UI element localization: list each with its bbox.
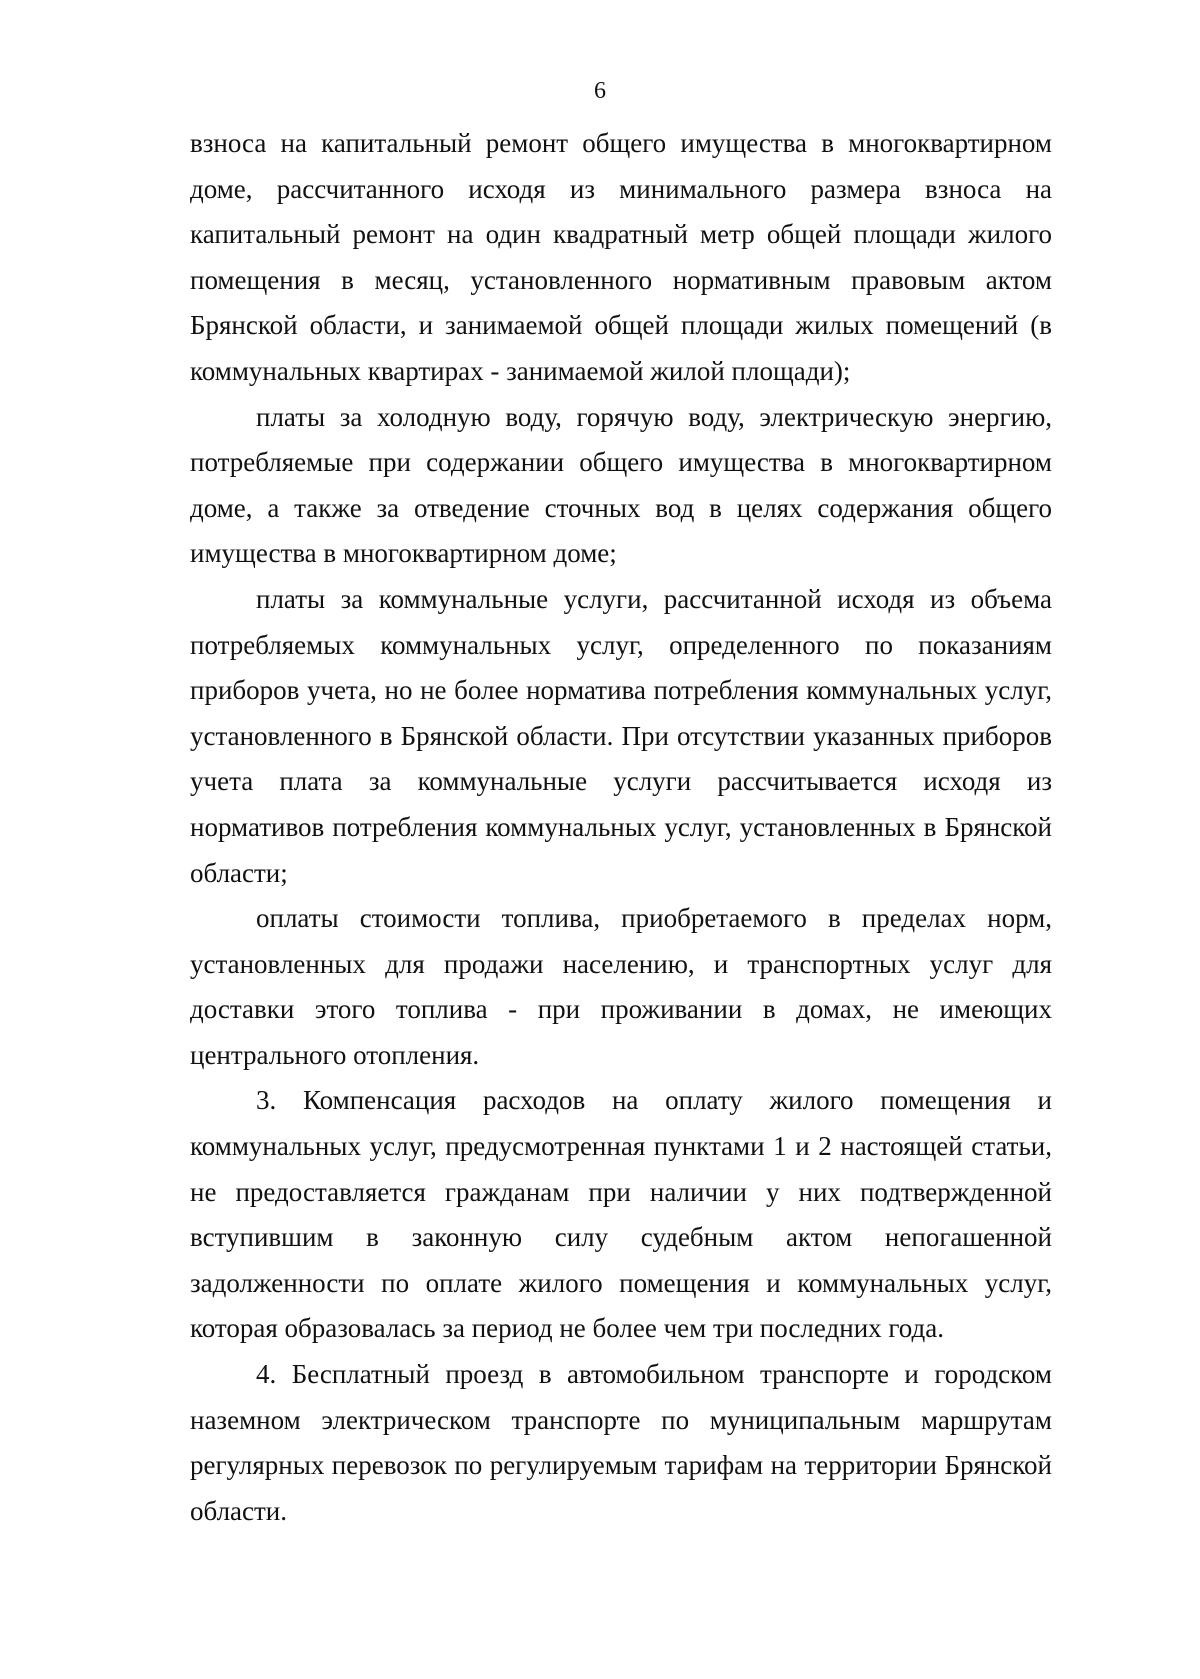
paragraph-item-3-compensation: 3. Компенсация расходов на оплату жилого помещения и коммунальных услуг, предусмотренная пунктами 1 и 2 настоящей статьи, не предоставляется гражданам при наличии у них подтвержденной вступившим в законную силу судебным актом непогашенной задолженности по оплате жилого помещения и коммунальных услуг, которая образовалась за период не более чем три последних года. — [190, 1085, 1052, 1344]
paragraph-item-4-free-travel: 4. Бесплатный проезд в автомобильном транспорте и городском наземном электрическом транспорте по муниципальным маршрутам регулярных перевозок по регулируемым тарифам на территории Брянской области. — [190, 1359, 1052, 1526]
page-number: 6 — [594, 78, 606, 104]
document-body — [190, 121, 1052, 1534]
paragraph-common-property-utilities: платы за холодную воду, горячую воду, электрическую энергию, потребляемые при содержании общего имущества в многоквартирном доме, а также за отведение сточных вод в целях содержания общего имущества в многоквартирном доме; — [190, 401, 1052, 569]
paragraph-capital-repair-contribution: взноса на капитальный ремонт общего имущества в многоквартирном доме, рассчитанного исходя из минимального размера взноса на капитальный ремонт на один квадратный метр общей площади жилого помещения в месяц, установленного нормативным правовым актом Брянской области, и занимаемой общей площади жилых помещений (в коммунальных квартирах - занимаемой жилой площади); — [190, 128, 1052, 386]
paragraph-fuel-payment: оплаты стоимости топлива, приобретаемого в пределах норм, установленных для продажи населению, и транспортных услуг для доставки этого топлива - при проживании в домах, не имеющих центрального отопления. — [190, 903, 1052, 1070]
paragraph-utility-services-payment: платы за коммунальные услуги, рассчитанной исходя из объема потребляемых коммунальных услуг, определенного по показаниям приборов учета, но не более норматива потребления коммунальных услуг, установленного в Брянской области. При отсутствии указанных приборов учета плата за коммунальные услуги рассчитывается исходя из нормативов потребления коммунальных услуг, установленных в Брянской области; — [190, 583, 1052, 888]
